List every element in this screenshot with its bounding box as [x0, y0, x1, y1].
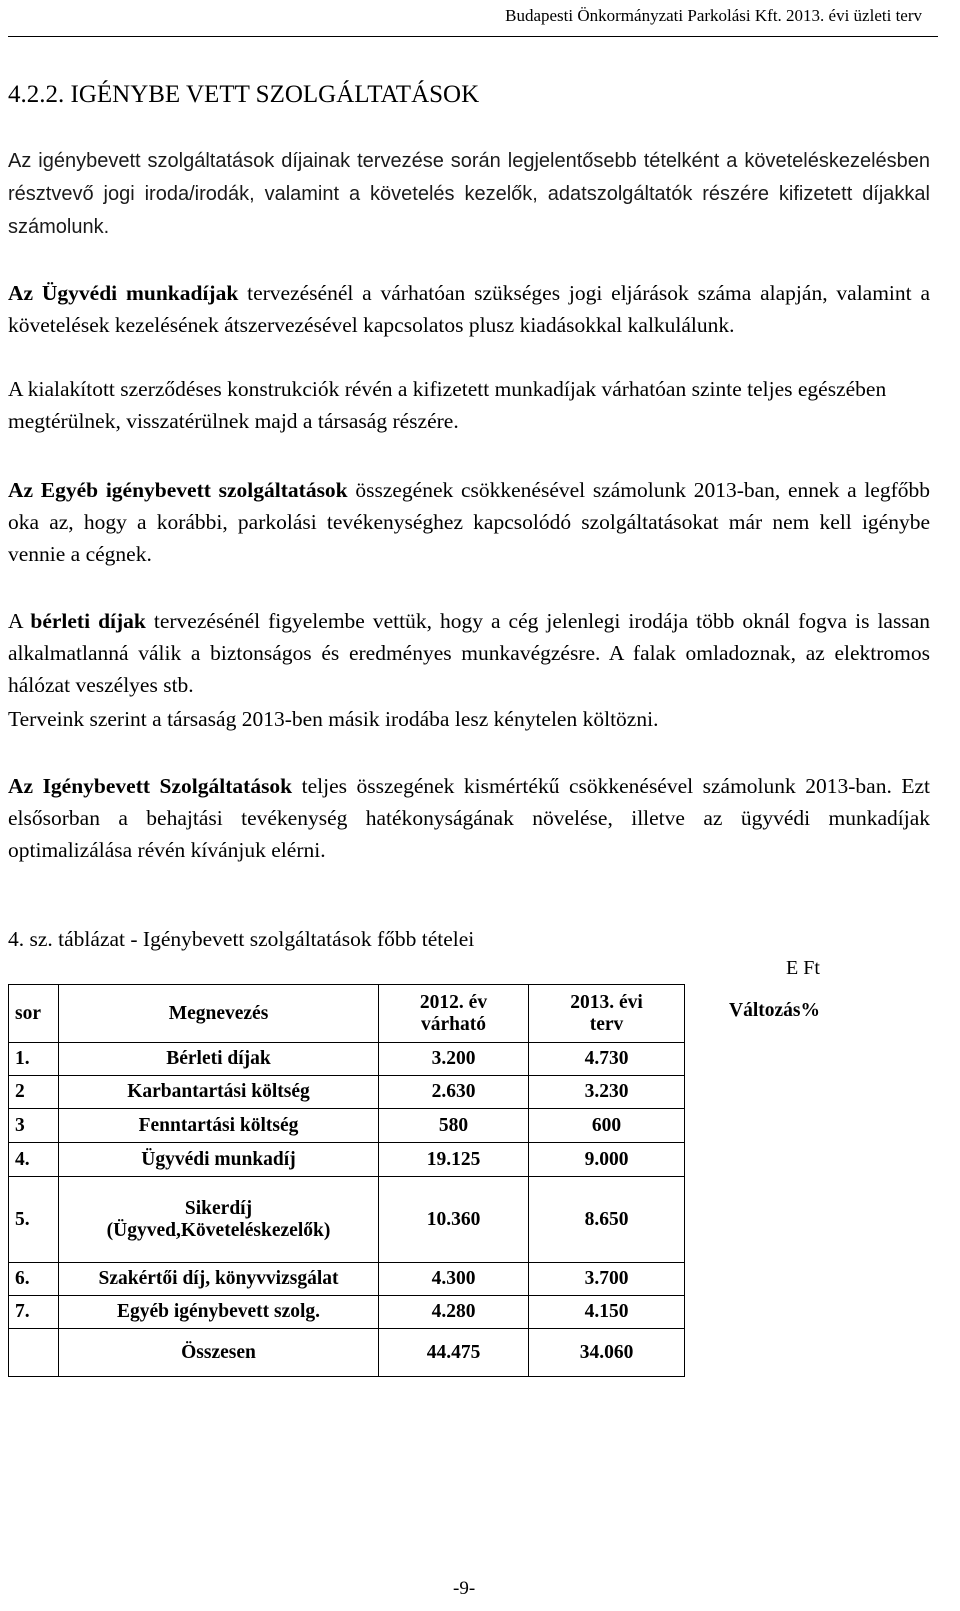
row-sor: 5. [9, 1177, 59, 1263]
row-2012: 19.125 [379, 1143, 529, 1177]
header-2013-line2: terv [589, 1013, 624, 1035]
table-header-row [9, 985, 865, 1043]
table-total-row [9, 1329, 865, 1377]
row-name-line2: (Ügyved,Követeléskezelők) [106, 1219, 331, 1241]
header-sor: sor [9, 985, 59, 1043]
intro-paragraph: Az igénybevett szolgáltatások díjainak tervezése során legjelentősebb tételként a követeléskezelésben résztvevő jogi iroda/irodák, valamint a követelés kezelők, adatszolgáltatók részére kifizetett díjakkal számolunk. [8, 150, 930, 238]
row-sor: 1. [9, 1043, 59, 1076]
rent-prefix: A [8, 609, 31, 633]
rent-paragraph [8, 605, 930, 701]
header-2012-line2: várható [421, 1013, 486, 1035]
header-change: Változás% [729, 999, 820, 1021]
header-name: Megnevezés [59, 985, 379, 1043]
table-row [9, 1263, 865, 1296]
row-2013: 8.650 [529, 1177, 685, 1263]
total-label: Összesen [59, 1329, 379, 1377]
table-row [9, 1076, 865, 1109]
table-row [9, 1043, 865, 1076]
summary-paragraph [8, 770, 930, 866]
header-divider [8, 36, 938, 37]
rent-heading: bérleti díjak [30, 609, 146, 633]
row-name: Bérleti díjak [59, 1043, 379, 1076]
contract-paragraph: A kialakított szerződéses konstrukciók révén a kifizetett munkadíjak várhatóan szinte teljes egészében megtérülnek, visszatérülnek majd a társaság részére. [8, 377, 887, 433]
row-name [59, 1177, 379, 1263]
row-name: Egyéb igénybevett szolg. [59, 1296, 379, 1329]
header-2013 [529, 985, 685, 1043]
row-2012: 2.630 [379, 1076, 529, 1109]
lawyer-fees-heading: Az Ügyvédi munkadíjak [8, 281, 239, 305]
row-2012: 580 [379, 1109, 529, 1143]
row-sor: 3 [9, 1109, 59, 1143]
row-sor: 7. [9, 1296, 59, 1329]
header-2012-line1: 2012. év [419, 991, 488, 1013]
row-sor: 6. [9, 1263, 59, 1296]
rent-text: tervezésénél figyelembe vettük, hogy a cég jelenlegi irodája több oknál fogva is lassan alkalmatlanná válik a biztonságos és eredményes munkavégzésre. A falak omladoznak, az elektromos hálózat veszélyes stb. [8, 609, 930, 697]
row-2012: 4.300 [379, 1263, 529, 1296]
table-row [9, 1177, 865, 1263]
page-header: Budapesti Önkormányzati Parkolási Kft. 2013. évi üzleti terv [505, 6, 922, 25]
other-services-text: összegének csökkenésével számolunk 2013-ban, ennek a legfőbb oka az, hogy a korábbi, parkolási tevékenységhez kapcsolódó szolgáltatásokat már nem kell igénybe vennie a cégnek. [8, 478, 930, 566]
row-2012: 3.200 [379, 1043, 529, 1076]
row-change [685, 1043, 865, 1076]
row-name: Fenntartási költség [59, 1109, 379, 1143]
header-2013-line1: 2013. évi [570, 991, 643, 1013]
row-name: Karbantartási költség [59, 1076, 379, 1109]
row-change [685, 1296, 865, 1329]
total-2012: 44.475 [379, 1329, 529, 1377]
row-sor: 4. [9, 1143, 59, 1177]
row-sor: 2 [9, 1076, 59, 1109]
total-sor [9, 1329, 59, 1377]
row-2013: 3.230 [529, 1076, 685, 1109]
row-2012: 10.360 [379, 1177, 529, 1263]
row-change [685, 1076, 865, 1109]
row-change [685, 1263, 865, 1296]
row-name: Ügyvédi munkadíj [59, 1143, 379, 1177]
row-2013: 3.700 [529, 1263, 685, 1296]
row-2013: 4.730 [529, 1043, 685, 1076]
table-row [9, 1143, 865, 1177]
row-2013: 9.000 [529, 1143, 685, 1177]
row-2012: 4.280 [379, 1296, 529, 1329]
total-change [685, 1329, 865, 1377]
table-row [9, 1109, 865, 1143]
row-name-line1: Sikerdíj [184, 1197, 253, 1219]
header-2012 [379, 985, 529, 1043]
services-table [8, 984, 865, 1377]
row-2013: 4.150 [529, 1296, 685, 1329]
summary-heading: Az Igénybevett Szolgáltatások [8, 774, 293, 798]
row-change [685, 1143, 865, 1177]
other-services-paragraph [8, 474, 930, 570]
table-caption: 4. sz. táblázat - Igénybevett szolgáltatások főbb tételei [8, 927, 475, 951]
row-change [685, 1177, 865, 1263]
row-name: Szakértői díj, könyvvizsgálat [59, 1263, 379, 1296]
section-title: 4.2.2. IGÉNYBE VETT SZOLGÁLTATÁSOK [8, 81, 480, 108]
relocation-paragraph: Terveink szerint a társaság 2013-ben másik irodába lesz kénytelen költözni. [8, 707, 659, 731]
lawyer-fees-text: tervezésénél a várhatóan szükséges jogi eljárások száma alapján, valamint a követelések kezelésének átszervezésével kapcsolatos plusz kiadásokkal kalkulálunk. [8, 281, 930, 337]
lawyer-fees-paragraph [8, 277, 930, 341]
table-row [9, 1296, 865, 1329]
row-change [685, 1109, 865, 1143]
total-2013: 34.060 [529, 1329, 685, 1377]
other-services-heading: Az Egyéb igénybevett szolgáltatások [8, 478, 348, 502]
summary-text: teljes összegének kismértékű csökkenésével számolunk 2013-ban. Ezt elsősorban a behajtási tevékenység hatékonyságának növelése, illetve az ügyvédi munkadíjak optimalizálása révén kívánjuk elérni. [8, 774, 930, 862]
row-2013: 600 [529, 1109, 685, 1143]
page-number: -9- [453, 1578, 476, 1599]
table-unit: E Ft [786, 957, 820, 979]
